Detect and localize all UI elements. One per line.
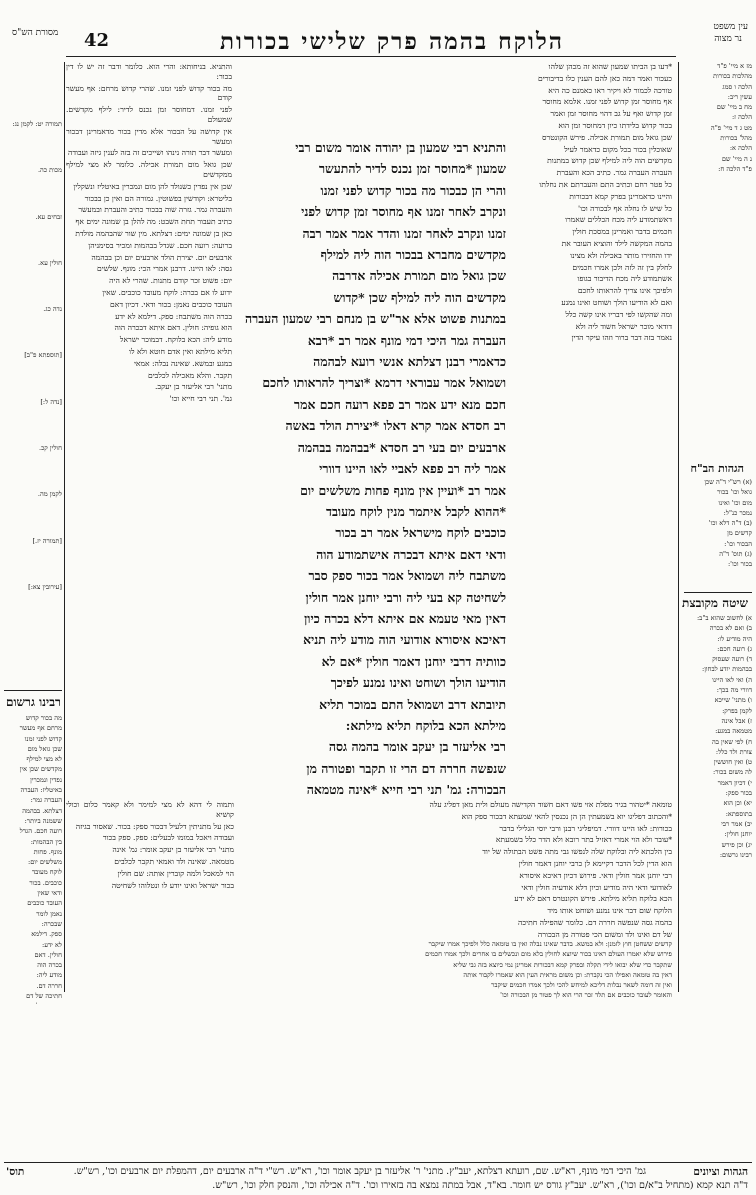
text-line: לוקח מעובד (32, 868, 62, 877)
text-line: ולפיכך אינו צריך להראותו לחכם (577, 286, 672, 296)
text-line: זמן קדוש ואף על גב דהוי מחוסר זמן ואמר (550, 109, 672, 119)
text-line: יג) וכן פירש (721, 840, 752, 849)
text-line: אשתמודע ליה מכח הדיבור בגופו (577, 274, 672, 284)
text-line: שכן גואל מום תמורת אכילה. כלומר לא מצי למילף ממקדשים (66, 160, 232, 179)
text-line: רבי יוחנן אמר חולין ודאי. פירוש דכיון דאיכא איסורא (519, 870, 672, 880)
text-line: והיינו כדאמרינן בפרק קמא דבכורות (569, 191, 672, 201)
text-line: היה מודיע לו: (717, 634, 752, 643)
text-line: ד) רועה שעסוק (712, 655, 752, 664)
text-line: מח ב מיי' שם (716, 103, 752, 112)
text-line: כתיב תעבור תחת השבט: מה להלן בן שמונה ימים אף (75, 217, 232, 227)
text-line: בבהמות יודע לבחון: (701, 665, 752, 674)
text-line: מודע ליה: (36, 971, 62, 980)
rashi-lower (66, 800, 234, 940)
text-line: פ"ד הלכה ח: (718, 164, 752, 173)
text-line: מקדשים הוה ליה למילף שכן *קדוש (333, 289, 506, 305)
right-margin-notes (684, 62, 752, 452)
text-line: שכן גואל מום תמורת אכילה אדרבה (332, 268, 506, 284)
masoret-hashas-label: מסורת הש"ס (12, 28, 59, 38)
shita-heading: שיטה מקובצת (682, 596, 748, 610)
text-line: ומעשר דבר תורה נינהו ושייכים זה בזה לענין גיזה ועבודה (68, 148, 232, 158)
text-line: דודאי מוכר ישראל חשוד ליה ולא (575, 321, 672, 331)
text-line: לשחיטה קא בעי ליה ורבי יוחנן אמר חולין (305, 589, 506, 605)
text-line: כאן על מתניתין דלעיל דבכור ספק: בכור. שאסור בגיזה (75, 821, 234, 831)
text-line: חולין עא. (38, 258, 62, 267)
text-line: לא ידע: (42, 940, 62, 949)
text-line: זמנו ונקרב לאחר זמנו והדר אמר אמר רבה (302, 225, 506, 241)
text-line: צורת ולד כלל: (715, 747, 752, 756)
text-line: דאשתמודע ליה מכח הכללים שאמרו (565, 215, 672, 225)
text-line: רועה חכם. הגדל (19, 827, 62, 836)
text-line: מהל' בכורות (720, 134, 752, 143)
text-line: דאין מאי טעמא אם איתא דלא בכרה כיון (304, 610, 506, 626)
text-line: מתני' רבי אליעזר בן יעקב. (155, 382, 232, 392)
text-line: ב) ואם לא בכרה (709, 624, 752, 633)
text-line: מרחם אף מעשר (19, 724, 62, 733)
text-line: לחלק בין זה לזה ולכן אמרו חכמים (572, 262, 672, 272)
text-line: הלכה א: (729, 144, 752, 153)
text-line: הבכורה: גמ' תני רבי חייא *אינה מטמאה (306, 782, 506, 796)
text-line: מקדשים מחברא בבכור הוה ליה למילף (320, 247, 506, 263)
text-line: בכרה הוה משתבח: ספק. דילמא לא ידע (115, 311, 232, 321)
text-line: ארבעים יום. יצירת הולד ארבעים יום וכן בבהמה (91, 252, 232, 262)
gershom-notes (2, 714, 62, 1004)
text-line: עשין ריב: (727, 92, 752, 101)
ein-mishpat-label: עין משפט (713, 22, 748, 32)
footer-line-1: גמ' היכי דמי מונף, רא"ש. שם, רועתא דצלתא, יעב"ץ. מתני' ר' אליעזר בן יעקב אומר וכו', רא"ש. רש"י ד"ה ארבעים יום, דהמפלת יום ארבעים וכו', רש"ש. (73, 1166, 646, 1177)
text-line: יום: פשוט זכר קודם מתנות. שהרי לא היה (109, 276, 232, 286)
text-line: ארבעים יום בעי רב חסדא *בבהמה בבהמה (297, 439, 506, 455)
text-line: בליטרא: וקודשין בפשוטין. גמורה הם ואין כן בבכור (84, 193, 232, 203)
text-line: מה בכור קדוש לפני זמנו. שהרי קדוש מרחם: אף מעשר קודם (66, 83, 232, 103)
text-line: חולין. דאם (34, 950, 62, 959)
text-line: מתני' רבי אליעזר בן יעקב אומר: גמ' אינה (112, 845, 234, 855)
text-line: דצלתא. בבהמה (22, 806, 62, 815)
text-line: לקמן מה. (37, 490, 62, 499)
text-line: ואין זה דומה לשאר נבלות דליכא למיחש להכי ולכך אמרו חכמים שיקבר (491, 981, 672, 990)
text-line: והתניא. בניחותא: והרי הוא. כלומר ודבר זה יש לו דין בכור: (66, 62, 232, 81)
text-line: מקדשים שכן אין (19, 765, 62, 774)
text-line: אף מחוסר זמן קדוש לפני זמנו. אלמא מחוסר (542, 97, 672, 107)
text-line: במתנות פשוט אלא אר"ש בן מנחם רבי שמעון העברה (245, 311, 506, 327)
text-line: לפני זמנו. דמחוסר זמן נכנס לדיר: לילף מקדשים. שמעולם (66, 105, 232, 124)
text-line: ומה שהקשו לפי דבריו אינו קשה כלל (565, 309, 672, 319)
text-line: *ההוא לקבל איתמר מנין לוקח מעובד (326, 503, 506, 519)
text-line: מט ג ד מיי' פ"ה (710, 123, 752, 132)
text-line: זבחים עא. (35, 212, 62, 221)
text-line: מונף. פחות (33, 847, 62, 856)
text-line: בכור ישראל ואינו יודע לו ונטלוהו לשחיטה (111, 880, 234, 890)
text-line: יוחנן חולין: (724, 830, 752, 839)
text-line: הכא בלוקח תליא מילתא. פירש הקונטרס דאם לא ידע (514, 894, 672, 904)
text-line: ה) ואי לאו היינו (712, 675, 752, 684)
text-line: מילתא הכא בלוקח תליא מילתא: (345, 717, 506, 733)
text-line: ז) אבל אינה (721, 716, 752, 725)
left-divider (64, 62, 65, 992)
text-line: והעברה גמר. גזרה שוה בבכור כתיב והעברת ובמעשר (78, 205, 232, 215)
text-line: קדשים ששחטן חוץ לזמנן: ולא במשא. בדבר שאינו נבלה ואין בו טומאה כלל ולפיכך אמרו שיקבר (428, 940, 672, 948)
text-line: בכור ספק: (725, 789, 752, 798)
text-line: לאודועי ודאי היה מודיע וכיון דלא אודעיה חולין ודאי (521, 882, 672, 892)
text-line: הלכה ו סמג (722, 82, 752, 91)
text-line: תיובתא דרב ושמואל התם במוכר תליא (319, 696, 506, 712)
header-rule (66, 56, 676, 57)
page-header (0, 0, 756, 58)
text-line: שאוכלין בכור בכל מקום כדאמר לעיל (564, 144, 672, 154)
ner-mitzva-label: נר מצוה (714, 34, 742, 44)
text-line: מז א מיי' פ"ד (717, 62, 752, 70)
right-commentary (512, 62, 672, 882)
text-line: א) לחשוב שהוא ב"ב: (696, 614, 752, 622)
text-line: [עירובין צא:] (28, 582, 62, 591)
text-line: כל פטר רחם וכתיב התם והעברתם את נחלתו (539, 179, 672, 189)
text-line: קדוש לפני זמנו (24, 734, 62, 743)
text-line: שנפשה חררה דם הרי זו תקבר ופטורה מן (306, 760, 506, 776)
text-line: ספק. דילמא (31, 930, 62, 939)
text-line: רבי אליעזר בן יעקב אומר בהמה גסה (328, 739, 506, 755)
gershom-heading: רבינו גרשום (6, 695, 61, 709)
text-line: ואם לא הודיעו הולך ושוחט ואינו נמנע (561, 297, 672, 307)
text-line: נאמן לומר (36, 909, 62, 918)
text-line: מקדשים הוה ליה למילף שכן קדוש במתנות (547, 156, 672, 166)
text-line: שתקבר כדי שלא יבואו לידי תקלה ובפרק קמא דבכורות אמרינן נמי כיוצא בזה גבי שליא (453, 960, 672, 969)
text-line: ו) מתני' שייכא (714, 696, 752, 705)
text-line: נאמר בזה דבר ברור וזהו עיקר הדין (571, 333, 672, 343)
text-line: בכור וכו': (727, 560, 752, 569)
text-line: שכן אין נפדין כשנולד להן מום ונמכרין באיטליז ונשקלין (73, 181, 232, 191)
bottom-commentary (66, 940, 672, 1000)
text-line: תליא מילתא ואין אדם חוטא ולא לו (129, 346, 232, 356)
gershom-rule (4, 690, 62, 691)
text-line: דוורי מה בכך: (716, 686, 752, 695)
text-line: הוי למאכל ולמה קוברין אותה: שם חולין (117, 868, 234, 878)
text-line: נדה כג. (43, 305, 62, 314)
text-line: גסה: לאו היינו. דרבנן אמרי הכי: מונף. שלשים (96, 264, 232, 274)
text-line: מהלכות בכורות (713, 72, 752, 81)
text-line: הבכור וכו': (724, 539, 752, 548)
text-line: ח) לפי שאין בה (711, 737, 752, 746)
text-line: נפדין ונמכרין (30, 775, 62, 784)
gloss-heading: הגהות הב"ח (690, 462, 744, 475)
text-line: חכמים בדבר ואמרינן במסכת חולין (572, 227, 672, 237)
text-line: שמעון *מחוסר זמן נכנס לדיר להתעשר (318, 161, 506, 177)
text-line: תמורה יט: לקמן נג: (12, 120, 62, 128)
text-line: בהמה המקשה לילד והוציא העובר את (561, 238, 672, 248)
text-line: *דעו בן הביתו שמעון שהוא זה מכהן שלהו (548, 62, 672, 71)
text-line: משתבח ליה ושמואל אמר בכור ספק סבר (308, 568, 506, 584)
text-line: שכן גואל מום (27, 744, 62, 753)
text-line: בתוספתא: (725, 809, 752, 818)
text-line: הוא גופיה: חולין. דאם איתא דבכרה הוה (114, 323, 232, 333)
text-line: ששמנה ביותר: (24, 816, 62, 825)
text-line: מום וכו' ואינו (718, 498, 752, 507)
right-divider (678, 62, 679, 992)
text-line: דאין בה טומאה ואפילו הכי נקברת: וכן משום מראית העין הוא שאמרו לקבור אותה (463, 970, 672, 979)
text-line: חכם מנא ידע אמר רב פפא רועה חכם אמר (294, 396, 506, 412)
text-line: ברועה: רועה חכם. שגדל בבהמות ומכיר בסימניהן (88, 240, 232, 250)
text-line: טומאה *יטהור בגיר מפלת אזי פשו דאם חשוד הקדישה מעולם ולית מאן דפליג עלה (429, 800, 672, 809)
text-line: אין קדושה על הבכור אלא מדין בכור מדאמרינן דבכור ומעשר (66, 126, 232, 146)
text-line: הודיעו הולך ושוחט ואינו נמנע לפיכך (330, 675, 506, 691)
text-line: רבינו גרשום: (719, 850, 752, 859)
text-line: *והכתוב דפליגו יוא בשמעתין הן הן נכנסין להאי שמעתא דבכור ספק הוא (461, 811, 672, 821)
text-line: כוכבים לוקח מישראל אמר רב בכור (335, 525, 506, 541)
text-line: והאומר לעובד כוכבים אם תלד זכר הרי הוא לך פטור מן הבכורה וכו' (500, 991, 672, 1000)
text-line: העובד כוכבים נאמן: בכור ודאי. דכיון דאם (110, 299, 232, 309)
text-line: מטמאה במגע: (715, 727, 752, 736)
text-line: לקמן בפרק: (722, 706, 752, 715)
text-line: ודאי דאם איתא דבכרה אישתמודע הוה (316, 546, 506, 562)
text-line: יא) וכן הוא (723, 799, 752, 808)
text-line: כוותיה דרבי יוחנן דאמר חולין *אם לא (321, 653, 506, 669)
text-line: בין הלכתא ליה ובלוקח שלה לנפשו גבי מתה פשט הבתולה של יוד (482, 847, 672, 857)
text-line: נ ה מיי' שם (721, 154, 752, 163)
text-line: אמר ליה רב פפא לאביי לאו היינו דוורי (319, 461, 506, 477)
text-line: (ג) תוס' ד"ה (719, 550, 752, 559)
text-line: שכן גואל מום תמורת אכילה. פירש הקונטרס (542, 132, 672, 142)
text-line: *עובר ולא הוי אמרי דאזיל בתר רובא ולא הדר כלל בשמעתא (495, 835, 672, 845)
text-line: קדשים מן (727, 529, 752, 538)
text-line: (א) רש"י ד"ה שכן (704, 478, 752, 486)
text-line: העברה גמר: (30, 796, 62, 805)
text-line: ונקרב לאחר זמנו אף מחוסר זמן קדוש לפני (301, 204, 506, 220)
text-line: חולין קכ. (38, 444, 62, 453)
text-line: [נדה ל:] (40, 397, 62, 406)
text-line: תקבר. והלא מאכילה לכלבים (147, 370, 232, 380)
text-line: ט) ואין חוששין (713, 758, 752, 767)
text-line: באיטליז: העברה (20, 786, 62, 795)
text-line: דאיכא איסורא אודועי הוה מודע ליה תניא (303, 632, 506, 648)
text-line: כוכבים. בכור (29, 878, 62, 887)
text-line: ושמואל אמר עבוראי דרמא *וצריך להראותו לחכם (262, 375, 506, 391)
shita-notes (684, 614, 752, 994)
footer-label: הגהות וציונים (693, 1166, 748, 1178)
footer-line-2: ד"ה תנא קמא (מתחיל ב"א/ם וכו'), רא"ש. יעב"ץ גורס יש חומר. בא"ד, אבל במתה נמצא בה בזאירו וכו'. ד"ה אכילה וכו', והנסק חלק וכו', רש"ש. (212, 1180, 748, 1191)
text-line: כאן בן שמונה ימים: דצלתא. מין שור שהבהמה מולדת (75, 228, 232, 238)
text-line: בכורות: לאו היינו דוורי. דמיפליגי רבנן ורבי יוסי הגלילי בדבר (499, 823, 672, 833)
text-line: מה בכור קדוש (25, 714, 62, 722)
text-line: ידו והחזירו מותר באכילה ולא מצינו (570, 250, 672, 260)
text-line (2, 1002, 62, 1004)
text-line: בכרה הוה (37, 961, 62, 970)
text-line: יב) אמר רבי (721, 819, 752, 828)
text-line: בכור קדוש בלידתו כיון דמחוסר זמן הוא (558, 120, 672, 130)
text-line: אמר רב *ועיין אין מונף פחות משלשים יום (300, 482, 506, 498)
text-line: העברה גמר היכי דמי מונף אמר רב *רבא (307, 332, 506, 348)
text-line: גמ'. תני רבי חייא וכו' (169, 394, 232, 404)
text-line: כל שיש לו נחלה אף לבכורה וכו' (577, 203, 672, 213)
text-line: משלשים יום: (27, 858, 62, 867)
text-line: (ב) ד"ה דלא וכו' (708, 519, 752, 528)
text-line: [תמורה יז.] (32, 536, 62, 545)
footer-rule (4, 1162, 752, 1163)
text-line: הלכה ז: (731, 113, 752, 122)
main-gemara-text (238, 138, 506, 796)
text-line: ותמוה לי דהא לא מצי למימר ולא קאמר כלום וכולי קושיא (66, 800, 234, 819)
footer-tosafot-tag: תוס' (6, 1166, 25, 1178)
text-line: הוא הדין לכל הדבר דקיימא לן כרבי יוחנן דאמר חולין (518, 858, 672, 868)
shita-rule (684, 592, 752, 593)
page-title: הלוקח בהמה פרק שלישי בכורות (220, 28, 564, 55)
text-line: הלוקח שום דבר אינו נמנע ושוחט אותו מיד (547, 906, 672, 916)
tosafot-lower (240, 800, 672, 940)
text-line: י) דכיון דאמר (717, 778, 752, 787)
text-line: בין הבהמות: (30, 837, 62, 846)
text-line: לא מצי למילף (26, 755, 62, 764)
gloss-notes (684, 478, 752, 588)
text-line: פירוש שלא יאמרו העולם ראינו בכור שיוצא לחולין בלא מום ונכשלים בו אחרים ולכך אמרו חכמים (425, 950, 672, 959)
text-line: ודאי שאין (37, 889, 62, 898)
text-line: כדאמרי רבנן דצלתא אנשי רועא לבהמה (313, 354, 506, 370)
text-line: טורכה לכמור לא ויקיר ראו כאמנם כה היא (548, 85, 672, 95)
text-line: גואל וכו' בכור (717, 488, 752, 497)
text-line: נמכר כנ"ל: (723, 508, 752, 517)
text-line: מודע ליה: הכא בלוקח. דבמוכר ישראל (119, 335, 232, 345)
text-line: והתניא רבי שמעון בן יהודה אומר משום רבי (295, 140, 506, 155)
text-line: מכות כה. (37, 166, 62, 175)
text-line: ג) רועה חכם: (717, 644, 752, 653)
text-line: העובד כוכבים (27, 899, 62, 908)
text-line: חררה דם. (36, 981, 62, 990)
text-line: כעכור ואמר דמה כאן להם הענין כלו בדיבורים (537, 73, 672, 83)
left-commentary (66, 62, 232, 882)
page-number: 42 (84, 30, 110, 51)
text-line: רב חסדא אמר קרא דאלו *יצירת הולד באשה (285, 418, 506, 434)
text-line: העברה העברה גמר. כתיב הכא והעברת (556, 168, 672, 178)
left-margin-refs (2, 120, 62, 680)
text-line: ידוע לו אם בכרה: לוקח מעובד כוכבים. שאין (102, 287, 232, 297)
text-line: במגע ובמשא. שאינה נבלה: אמאי (133, 358, 232, 368)
text-line: ועבודה ויאכל במומו לבעלים: ספק. ספק בכור (102, 833, 234, 843)
text-line: של דם ואינו ולד ומשום הכי פטורה מן הבכורה (537, 929, 672, 939)
text-line: מטמאה. שאינה ולד ואמאי תקבר לכלבים (114, 856, 234, 866)
text-line: והרי הן כבכור מה בכור קדוש לפני זמנו (320, 182, 506, 198)
text-line: שבכרה: (41, 919, 62, 928)
text-line: בהמה גסה שנפשה חררה דם. כלומר שהפילה חתיכה (518, 917, 672, 927)
text-line: חתיכה של דם (26, 992, 62, 1001)
text-line: לה משום בכור: (713, 768, 752, 777)
text-line: [תוספתא פ"ב] (24, 351, 62, 360)
